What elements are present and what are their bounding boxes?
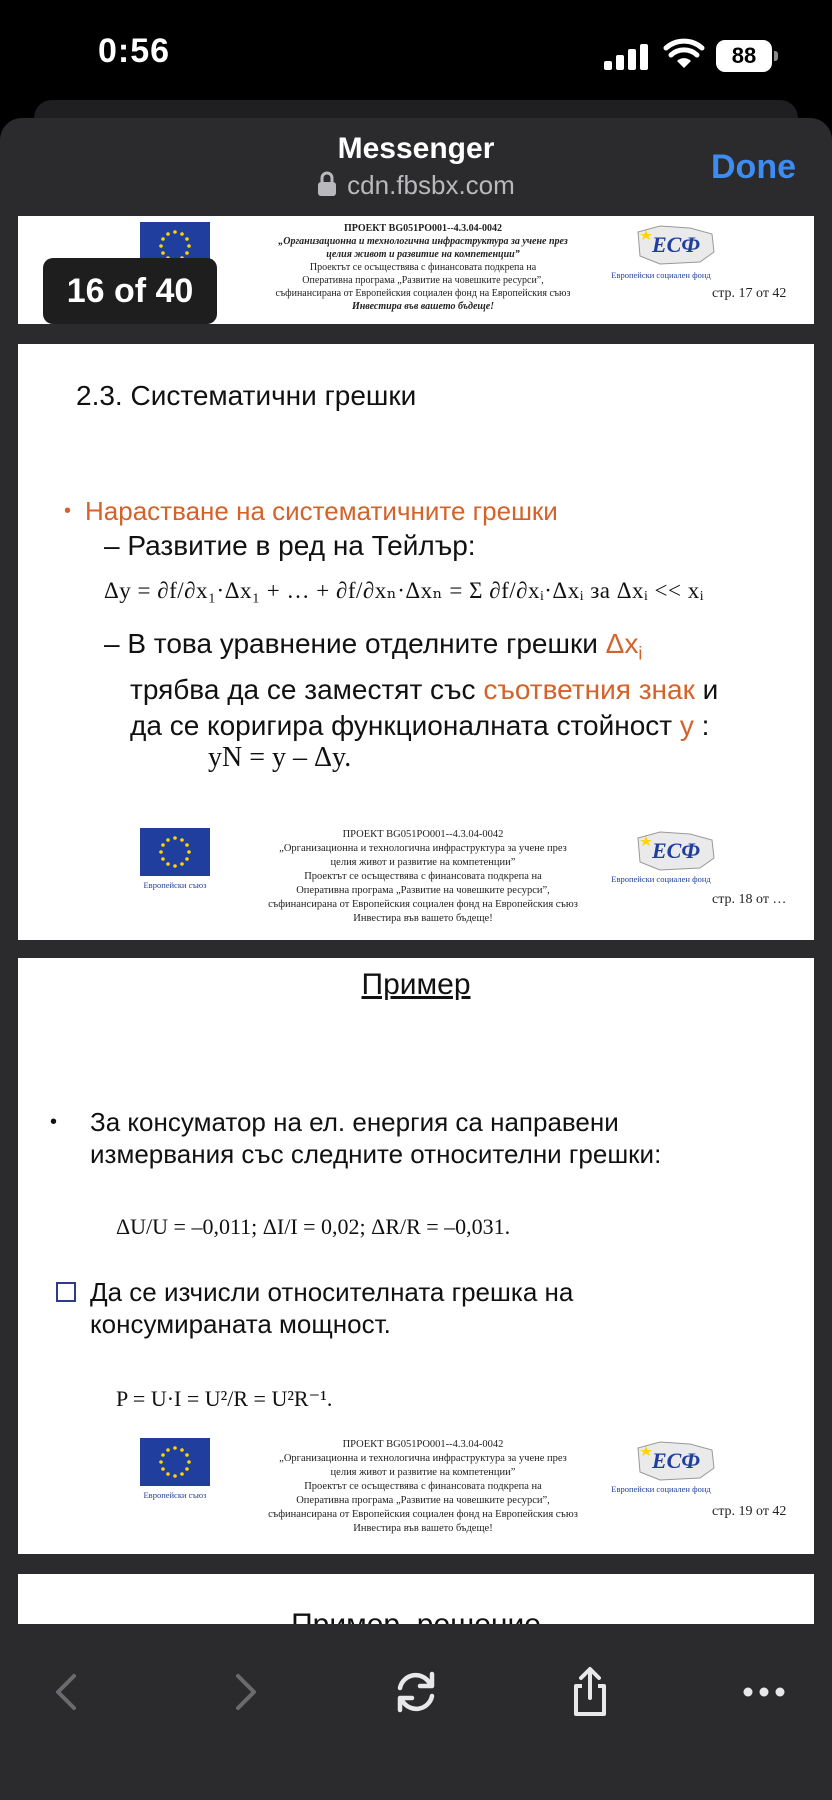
more-button[interactable]	[734, 1662, 794, 1722]
project-line-6: съфинансирана от Европейския социален фонд на Европейския съюз	[268, 899, 578, 910]
project-line-3: целия живот и развитие на компетенции”	[326, 249, 520, 260]
y-text: y	[679, 709, 694, 741]
text-part: трябва да се заместят със	[130, 673, 484, 705]
project-text	[238, 222, 608, 313]
text-part: да се коригира функционалната стойност	[130, 709, 680, 741]
text-part: и	[694, 673, 719, 705]
formula-errors: ΔU/U = –0,011; ΔI/I = 0,02; ΔR/R = –0,031.	[116, 1214, 511, 1239]
bullet-dot-icon: •	[50, 1111, 58, 1133]
project-text	[238, 1438, 608, 1536]
bullet-item	[50, 1106, 790, 1170]
esf-logo-text: ЕСФ	[652, 232, 701, 257]
formula-taylor: Δy = ∂f/∂x₁·Δx₁ + … + ∂f/∂xₙ·Δxₙ = Σ ∂f/∂xᵢ·Δxᵢ за Δxᵢ << xᵢ	[104, 578, 705, 603]
bullet-line-1: За консуматор на ел. енергия са направени	[90, 1107, 619, 1137]
project-line-4: Проектът се осъществява с финансовата подкрепа на	[309, 262, 537, 273]
page-number: стр. 17 от 42	[712, 286, 787, 301]
formula-power: P = U·I = U²/R = U²R⁻¹.	[116, 1386, 333, 1411]
bullet-text: Нарастване на систематичните грешки	[85, 496, 558, 526]
project-line-6: съфинансирана от Европейския социален фонд на Европейския съюз	[275, 288, 571, 299]
project-footer	[18, 828, 814, 928]
eu-flag-icon	[140, 1438, 210, 1486]
project-line-4: Проектът се осъществява с финансовата подкрепа на	[304, 871, 542, 882]
battery-level: 88	[716, 40, 772, 72]
sub-item-equation	[104, 626, 804, 744]
bullet-dot-icon: •	[64, 500, 72, 522]
chevron-right-icon	[214, 1662, 274, 1722]
equation-line-1	[104, 626, 804, 672]
project-line-2: „Организационна и технологична инфраструктура за учене през	[279, 1453, 567, 1464]
equation-line-2	[104, 672, 804, 708]
document-viewer[interactable]	[0, 216, 832, 1624]
forward-button[interactable]	[214, 1662, 274, 1722]
project-line-5: Оперативна програма „Развитие на човешките ресурси”,	[296, 885, 550, 896]
bullet-item	[64, 496, 558, 527]
reload-button[interactable]	[386, 1662, 446, 1722]
task-item	[56, 1276, 796, 1340]
cellular-signal-icon	[604, 44, 648, 70]
project-line-2: „Организационна и технологична инфраструктура за учене през	[279, 843, 567, 854]
page-counter-badge: 16 of 40	[43, 258, 217, 324]
page-number: стр. 18 от …	[712, 892, 787, 907]
back-button[interactable]	[38, 1662, 98, 1722]
share-button[interactable]	[560, 1662, 620, 1722]
url-bar	[0, 170, 832, 201]
project-text	[238, 828, 608, 926]
esf-label: Европейски социален фонд	[611, 874, 711, 884]
delta-x-sub: i	[638, 643, 643, 664]
browser-header	[0, 118, 832, 216]
project-line-5: Оперативна програма „Развитие на човешките ресурси”,	[302, 275, 544, 286]
project-line-3: целия живот и развитие на компетенции”	[330, 1467, 516, 1478]
formula-yn: yN = y – Δy.	[208, 742, 352, 773]
project-line-5: Оперативна програма „Развитие на човешките ресурси”,	[296, 1495, 550, 1506]
slide-title: 2.3. Систематични грешки	[76, 380, 417, 411]
slide-title: Пример	[361, 968, 471, 1001]
project-line: ПРОЕКТ BG051PO001--4.3.04-0042	[343, 223, 503, 234]
browser-title: Messenger	[337, 132, 495, 165]
page-number: стр. 19 от 42	[712, 1504, 787, 1519]
bottom-toolbar	[0, 1624, 832, 1800]
document-page-19	[18, 958, 814, 1554]
share-icon	[560, 1662, 620, 1722]
project-line: ПРОЕКТ BG051PO001--4.3.04-0042	[342, 1439, 504, 1450]
equation-line-3	[104, 708, 804, 744]
battery-indicator	[716, 40, 778, 72]
project-line: ПРОЕКТ BG051PO001--4.3.04-0042	[342, 829, 504, 840]
project-line-4: Проектът се осъществява с финансовата подкрепа на	[304, 1481, 542, 1492]
project-line-6: съфинансирана от Европейския социален фонд на Европейския съюз	[268, 1509, 578, 1520]
wifi-icon	[664, 40, 704, 70]
sign-text: съответния знак	[483, 673, 695, 705]
lock-icon	[317, 171, 337, 197]
reload-icon	[386, 1662, 446, 1722]
done-button[interactable]: Done	[711, 148, 796, 186]
eu-label: Европейски съюз	[143, 1490, 207, 1500]
more-dots-icon	[734, 1662, 794, 1722]
square-bullet-icon	[56, 1282, 76, 1302]
project-line-7: Инвестира във вашето бъдеще!	[351, 301, 495, 312]
document-page-18	[18, 344, 814, 940]
sub-item-taylor: – Развитие в ред на Тейлър:	[104, 530, 476, 561]
text-part: – В това уравнение отделните грешки	[104, 628, 606, 659]
project-line-7: Инвестира във вашето бъдеще!	[353, 913, 493, 924]
text-part: :	[693, 709, 710, 741]
chevron-left-icon	[38, 1662, 98, 1722]
project-line-3: целия живот и развитие на компетенции”	[330, 857, 516, 868]
bullet-line-2: измервания със следните относителни грешки:	[90, 1139, 662, 1169]
task-line-1: Да се изчисли относителната грешка на	[90, 1277, 574, 1307]
status-bar	[0, 0, 832, 110]
battery-tip	[774, 51, 778, 61]
project-footer	[18, 1438, 814, 1538]
eu-label: Европейски съюз	[143, 880, 207, 890]
esf-label: Европейски социален фонд	[611, 270, 711, 280]
eu-flag-icon	[140, 828, 210, 876]
project-line-2: „Организационна и технологична инфраструктура за учене през	[278, 236, 568, 247]
delta-x-text: Δx	[605, 628, 639, 659]
esf-logo-text: ЕСФ	[652, 1448, 701, 1473]
esf-label: Европейски социален фонд	[611, 1484, 711, 1494]
esf-logo-text: ЕСФ	[652, 838, 701, 863]
task-line-2: консумираната мощност.	[90, 1309, 391, 1339]
project-line-7: Инвестира във вашето бъдеще!	[353, 1523, 493, 1534]
url-text: cdn.fbsbx.com	[347, 170, 515, 200]
status-time: 0:56	[98, 32, 171, 70]
